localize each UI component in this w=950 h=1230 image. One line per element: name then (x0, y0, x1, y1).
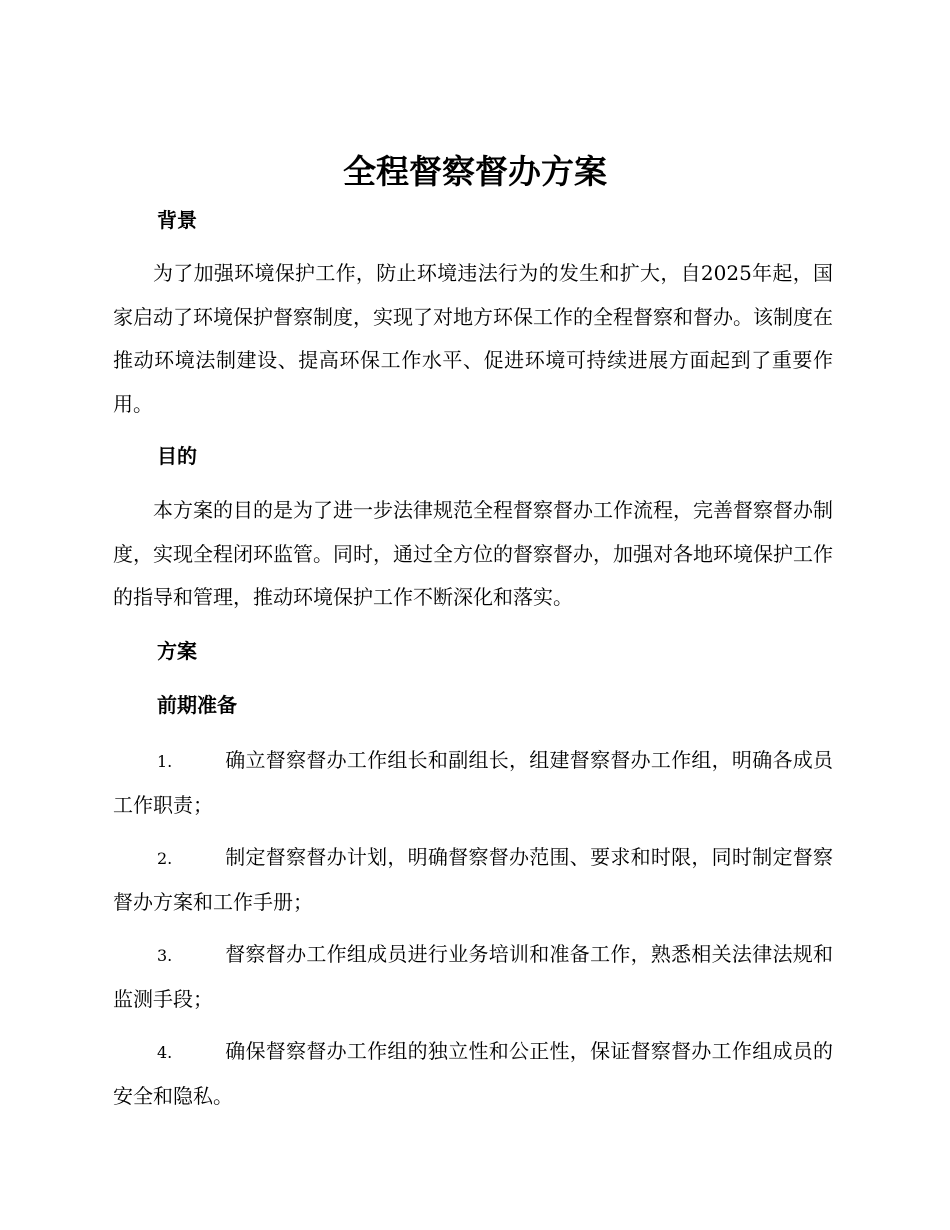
list-item-number: 4. (157, 1043, 173, 1062)
list-item (113, 739, 833, 827)
list-item (113, 836, 833, 924)
section-heading-plan: 方案 (157, 639, 197, 663)
list-item-number: 1. (157, 752, 173, 771)
section-heading-background: 背景 (157, 208, 197, 232)
subsection-heading-preparation: 前期准备 (157, 693, 237, 717)
list-item (113, 933, 833, 1021)
list-item-text: 督察督办工作组成员进行业务培训和准备工作，熟悉相关法律法规和监测手段； (113, 942, 833, 1011)
list-item (113, 1030, 833, 1118)
background-paragraph: 为了加强环境保护工作，防止环境违法行为的发生和扩大，自2025年起，国家启动了环境保护督察制度，实现了对地方环保工作的全程督察和督办。该制度在推动环境法制建设、提高环保工作水平、促进环境可持续进展方面起到了重要作用。 (113, 261, 833, 416)
document-title: 全程督察督办方案 (343, 152, 607, 191)
section-heading-purpose: 目的 (157, 444, 197, 468)
list-item-number: 2. (157, 849, 173, 868)
list-item-text: 确保督察督办工作组的独立性和公正性，保证督察督办工作组成员的安全和隐私。 (113, 1039, 833, 1108)
purpose-paragraph: 本方案的目的是为了进一步法律规范全程督察督办工作流程，完善督察督办制度，实现全程闭环监管。同时，通过全方位的督察督办，加强对各地环境保护工作的指导和管理，推动环境保护工作不断深化和落实。 (113, 498, 833, 609)
list-item-text: 确立督察督办工作组长和副组长，组建督察督办工作组，明确各成员工作职责； (113, 748, 833, 817)
list-item-number: 3. (157, 946, 173, 965)
list-item-text: 制定督察督办计划，明确督察督办范围、要求和时限，同时制定督察督办方案和工作手册； (113, 845, 833, 914)
